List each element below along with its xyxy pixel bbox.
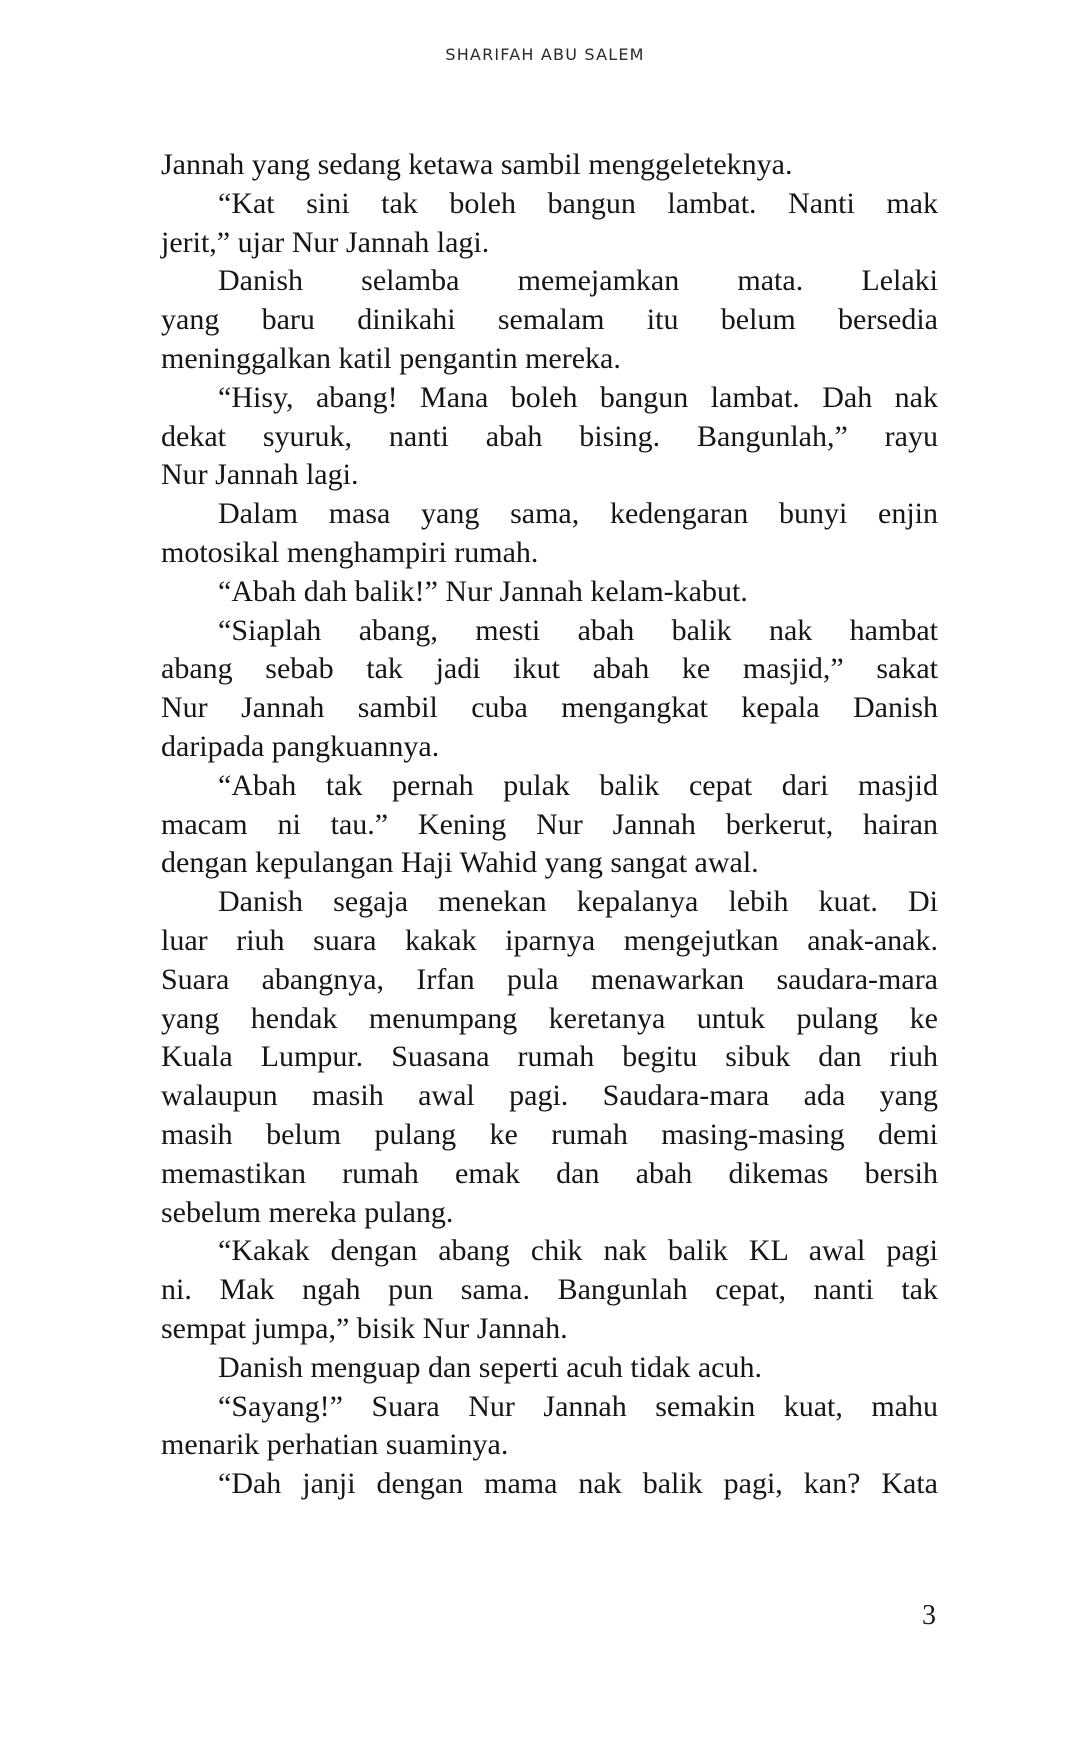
text-line: abang sebab tak jadi ikut abah ke masjid,” sakat bbox=[161, 652, 938, 686]
text-line: daripada pangkuannya. bbox=[161, 729, 440, 763]
text-line: luar riuh suara kakak iparnya mengejutkan anak-anak. bbox=[161, 923, 938, 957]
text-line: “Dah janji dengan mama nak balik pagi, kan? Kata bbox=[218, 1467, 938, 1501]
text-line: yang hendak menumpang keretanya untuk pulang ke bbox=[161, 1001, 938, 1035]
paragraph bbox=[161, 1349, 938, 1388]
text-line: dekat syuruk, nanti abah bising. Bangunlah,” rayu bbox=[161, 419, 938, 453]
text-line: Danish segaja menekan kepalanya lebih kuat. Di bbox=[218, 885, 938, 919]
paragraph bbox=[161, 185, 938, 263]
text-line: “Abah dah balik!” Nur Jannah kelam-kabut. bbox=[218, 574, 748, 608]
paragraph bbox=[161, 495, 938, 573]
text-line: “Abah tak pernah pulak balik cepat dari masjid bbox=[218, 768, 938, 802]
paragraph bbox=[161, 146, 938, 185]
paragraph bbox=[161, 573, 938, 612]
text-line: motosikal menghampiri rumah. bbox=[161, 535, 539, 569]
text-line: “Hisy, abang! Mana boleh bangun lambat. Dah nak bbox=[218, 380, 938, 414]
text-line: walaupun masih awal pagi. Saudara-mara ada yang bbox=[161, 1079, 938, 1113]
text-line: ni. Mak ngah pun sama. Bangunlah cepat, nanti tak bbox=[161, 1273, 938, 1307]
body-text bbox=[161, 146, 938, 1504]
text-line: “Sayang!” Suara Nur Jannah semakin kuat, mahu bbox=[218, 1389, 938, 1423]
text-line: Jannah yang sedang ketawa sambil menggeleteknya. bbox=[161, 148, 793, 181]
text-line: sebelum mereka pulang. bbox=[161, 1195, 454, 1229]
text-line: “Kat sini tak boleh bangun lambat. Nanti mak bbox=[218, 186, 938, 220]
paragraph bbox=[161, 1388, 938, 1466]
text-line: Dalam masa yang sama, kedengaran bunyi enjin bbox=[218, 497, 938, 531]
text-line: jerit,” ujar Nur Jannah lagi. bbox=[161, 225, 490, 259]
text-line: Suara abangnya, Irfan pula menawarkan saudara-mara bbox=[161, 962, 938, 996]
paragraph bbox=[161, 612, 938, 767]
paragraph bbox=[161, 1465, 938, 1504]
text-line: masih belum pulang ke rumah masing-masing demi bbox=[161, 1117, 938, 1151]
text-line: “Siaplah abang, mesti abah balik nak hambat bbox=[218, 613, 938, 647]
text-line: Nur Jannah lagi. bbox=[161, 458, 359, 492]
text-line: meninggalkan katil pengantin mereka. bbox=[161, 341, 621, 375]
paragraph bbox=[161, 883, 938, 1232]
text-line: Danish menguap dan seperti acuh tidak acuh. bbox=[218, 1350, 762, 1384]
paragraph bbox=[161, 767, 938, 883]
text-line: memastikan rumah emak dan abah dikemas bersih bbox=[161, 1156, 938, 1190]
paragraph bbox=[161, 379, 938, 495]
text-line: menarik perhatian suaminya. bbox=[161, 1428, 509, 1462]
text-line: sempat jumpa,” bisik Nur Jannah. bbox=[161, 1311, 568, 1345]
text-line: “Kakak dengan abang chik nak balik KL awal pagi bbox=[218, 1234, 938, 1268]
paragraph bbox=[161, 262, 938, 378]
paragraph bbox=[161, 1232, 938, 1348]
page-number: 3 bbox=[922, 1600, 936, 1631]
text-line: Kuala Lumpur. Suasana rumah begitu sibuk dan riuh bbox=[161, 1040, 938, 1074]
text-line: macam ni tau.” Kening Nur Jannah berkerut, hairan bbox=[161, 807, 938, 841]
text-line: yang baru dinikahi semalam itu belum bersedia bbox=[161, 303, 938, 337]
text-line: Danish selamba memejamkan mata. Lelaki bbox=[218, 264, 938, 298]
text-line: dengan kepulangan Haji Wahid yang sangat awal. bbox=[161, 846, 759, 880]
running-head-author: SHARIFAH ABU SALEM bbox=[445, 45, 645, 64]
text-line: Nur Jannah sambil cuba mengangkat kepala Danish bbox=[161, 691, 938, 725]
